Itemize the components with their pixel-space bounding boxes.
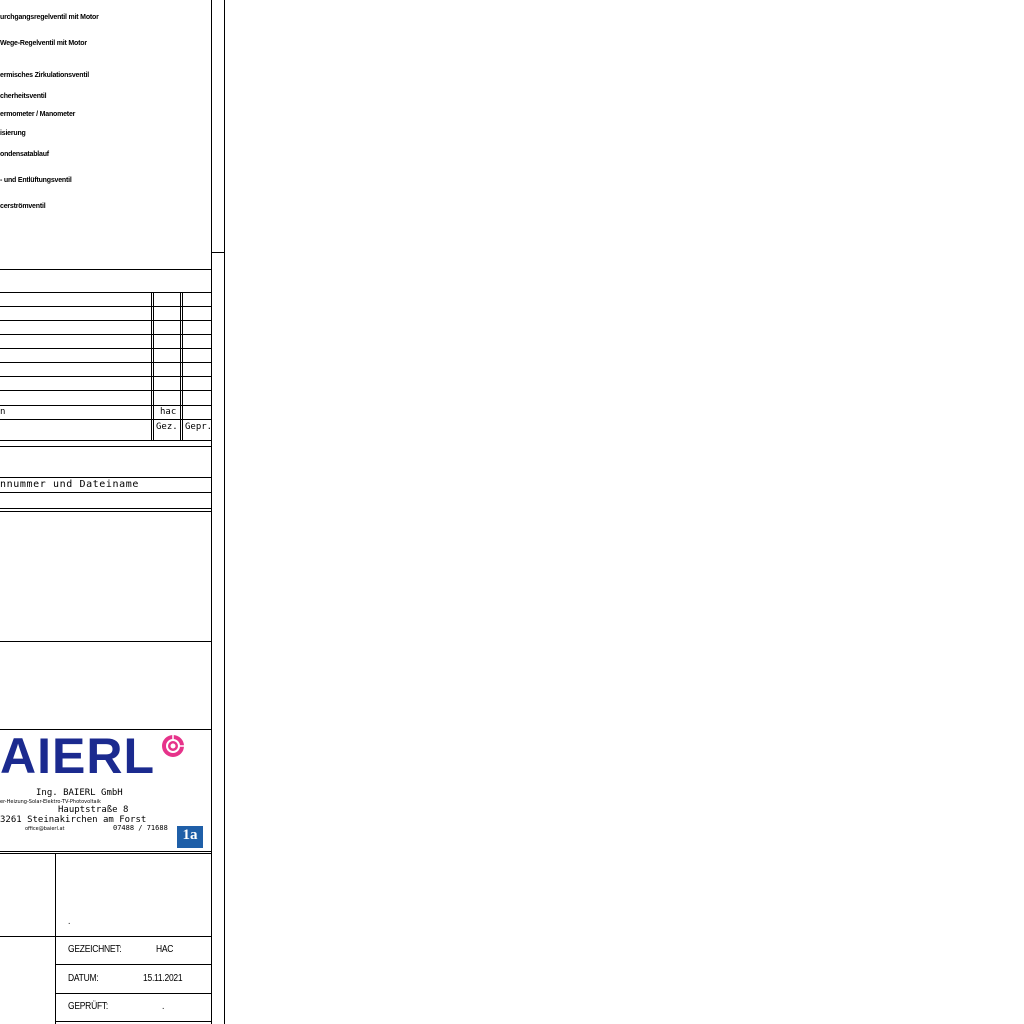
drawn-by-label: GEZEICHNET: [68,944,122,955]
legend-item: ondensatablauf [0,151,49,158]
table-col-rule [182,292,183,440]
header-rule [0,446,211,447]
header-rule [0,511,211,512]
signature-rule [55,1021,211,1022]
drawn-by-value: HAC [156,944,174,955]
border-tick [211,252,224,253]
date-label: DATUM: [68,973,99,984]
company-phone: 07488 / 71688 [113,824,168,832]
company-name: Ing. BAIERL GmbH [36,788,123,798]
company-services: er-Heizung-Solar-Elektro-TV-Photovoltaik [0,799,101,805]
date-value: 15.11.2021 [143,973,183,984]
badge-label: 1a [182,827,198,843]
gepr-label: Gepr. [185,422,213,432]
signature-rule [55,964,211,965]
logo-flower-icon [160,733,186,759]
table-col-rule [153,292,154,440]
sheet-border-inner [211,0,212,1024]
company-bottom-rule [0,853,211,854]
panel-rule [0,641,211,642]
legend-item: cerströmventil [0,203,46,210]
signature-rule [0,936,211,937]
checked-by-value: . [162,1001,165,1012]
revision-name-cell: n [0,407,6,417]
legend-item: Wege-Regelventil mit Motor [0,40,87,47]
company-street: Hauptstraße 8 [58,805,129,815]
legend-item: isierung [0,130,26,137]
legend-item: ermometer / Manometer [0,111,76,118]
gez-label: Gez. [156,422,178,432]
table-col-rule [151,292,152,440]
company-city: 3261 Steinakirchen am Forst [0,815,147,825]
signature-rule [55,993,211,994]
revision-initials-cell: hac [160,407,177,417]
quality-badge-icon [177,826,203,848]
signature-dot: . [68,916,71,927]
company-bottom-rule [0,851,211,852]
header-rule [0,492,211,493]
table-rule [0,440,211,441]
checked-by-label: GEPRÜFT: [68,1001,109,1012]
company-logo: AIERL [0,728,155,784]
legend-item: urchgangsregelventil mit Motor [0,14,99,21]
header-rule [0,477,211,478]
legend-bottom-rule [0,269,211,270]
legend-item: - und Entlüftungsventil [0,177,72,184]
sheet-border-outer [224,0,225,1024]
table-col-rule [180,292,181,440]
header-rule [0,508,211,509]
plan-number-label: nnummer und Dateiname [0,479,140,490]
legend-item: ermisches Zirkulationsventil [0,72,89,79]
legend-item: cherheitsventil [0,93,47,100]
company-email: office@baierl.at [25,826,65,832]
signature-col-rule [55,853,56,1024]
